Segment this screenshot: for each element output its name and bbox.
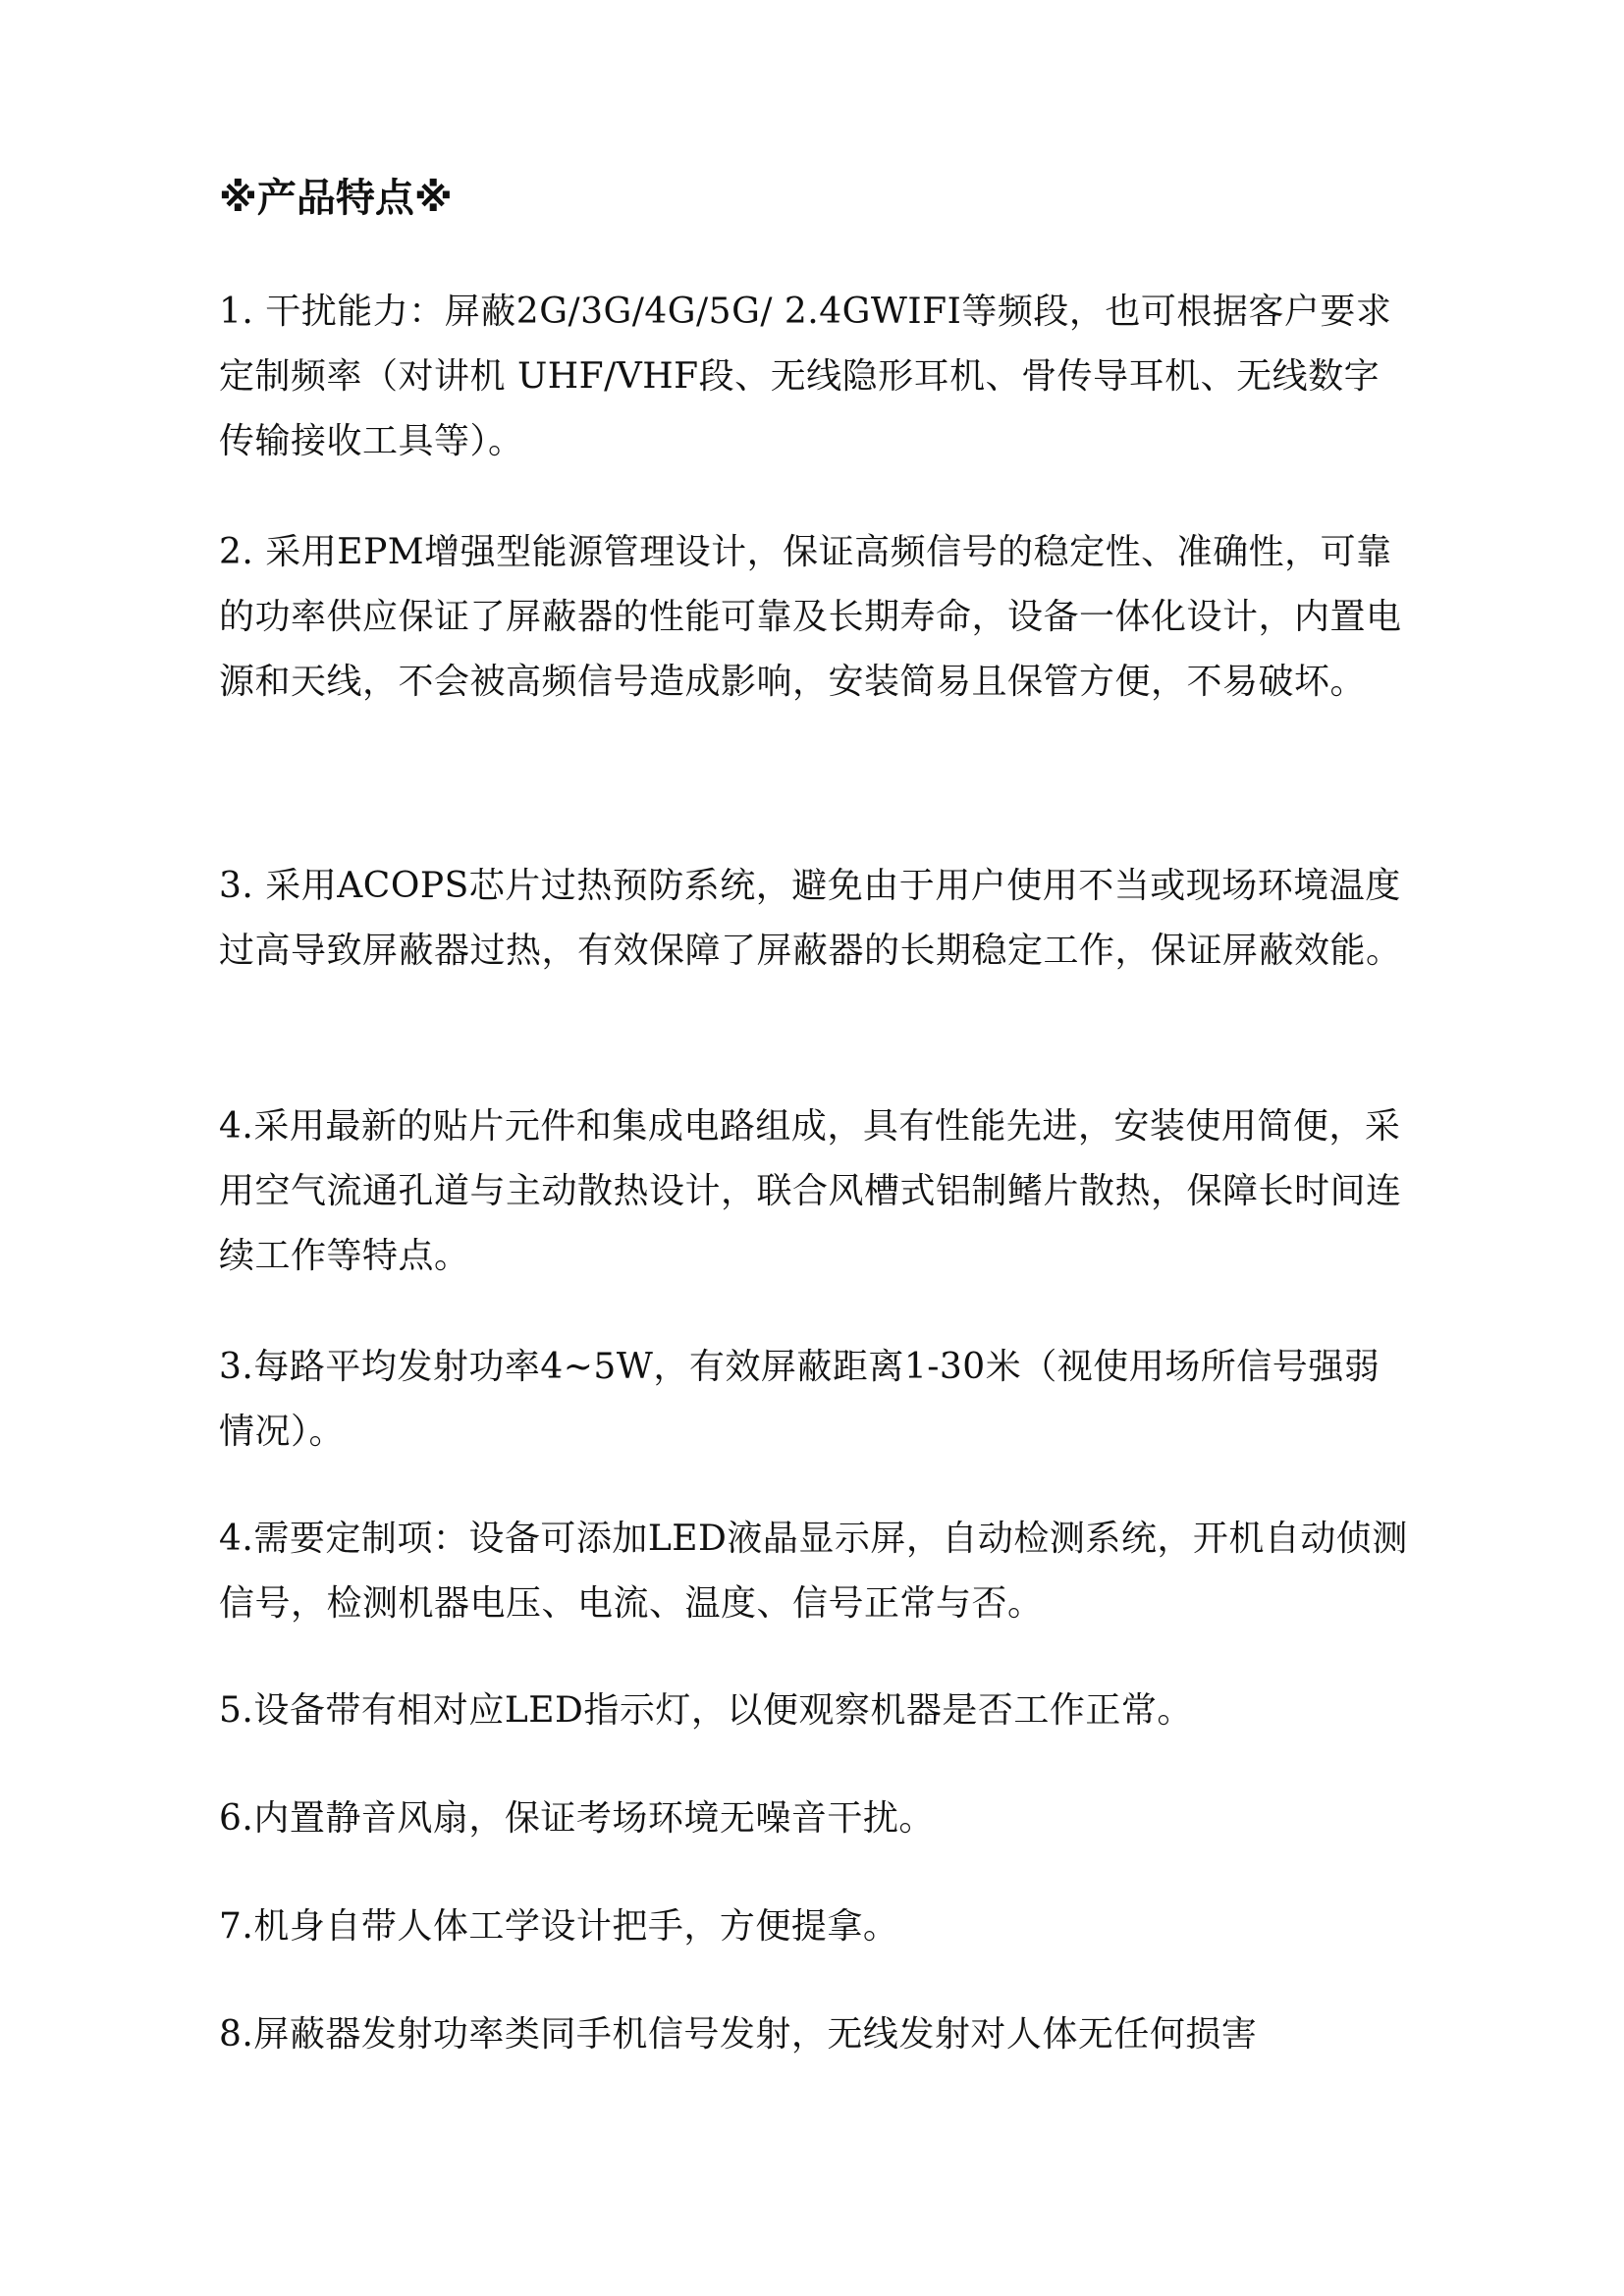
page-title: ※产品特点※ — [219, 176, 453, 221]
feature-paragraph-7: 5.设备带有相对应LED指示灯，以便观察机器是否工作正常。 — [219, 1690, 1193, 1731]
feature-paragraph-3: 3. 采用ACOPS芯片过热预防系统，避免由于用户使用不当或现场环境温度过高导致屏蔽器过热，有效保障了屏蔽器的长期稳定工作，保证屏蔽效能。 — [219, 866, 1402, 971]
feature-paragraph-4: 4.采用最新的贴片元件和集成电路组成，具有性能先进，安装使用简便，采用空气流通孔道与主动散热设计，联合风槽式铝制鳍片散热，保障长时间连续工作等特点。 — [219, 1106, 1402, 1276]
feature-paragraph-2: 2. 采用EPM增强型能源管理设计，保证高频信号的稳定性、准确性，可靠的功率供应保证了屏蔽器的性能可靠及长期寿命，设备一体化设计，内置电源和天线，不会被高频信号造成影响，安装简易且保管方便，不易破坏。 — [219, 532, 1402, 702]
feature-paragraph-10: 8.屏蔽器发射功率类同手机信号发射，无线发射对人体无任何损害 — [219, 2014, 1258, 2055]
feature-paragraph-9: 7.机身自带人体工学设计把手，方便提拿。 — [219, 1906, 899, 1947]
feature-paragraph-8: 6.内置静音风扇，保证考场环境无噪音干扰。 — [219, 1798, 935, 1839]
feature-paragraph-1: 1. 干扰能力：屏蔽2G/3G/4G/5G/ 2.4GWIFI等频段，也可根据客户要求定制频率（对讲机 UHF/VHF段、无线隐形耳机、骨传导耳机、无线数字传输接收工具等）。 — [219, 292, 1392, 461]
feature-paragraph-5: 3.每路平均发射功率4~5W，有效屏蔽距离1-30米（视使用场所信号强弱情况）。 — [219, 1347, 1380, 1452]
feature-paragraph-6: 4.需要定制项：设备可添加LED液晶显示屏，自动检测系统，开机自动侦测信号，检测机器电压、电流、温度、信号正常与否。 — [219, 1519, 1408, 1624]
